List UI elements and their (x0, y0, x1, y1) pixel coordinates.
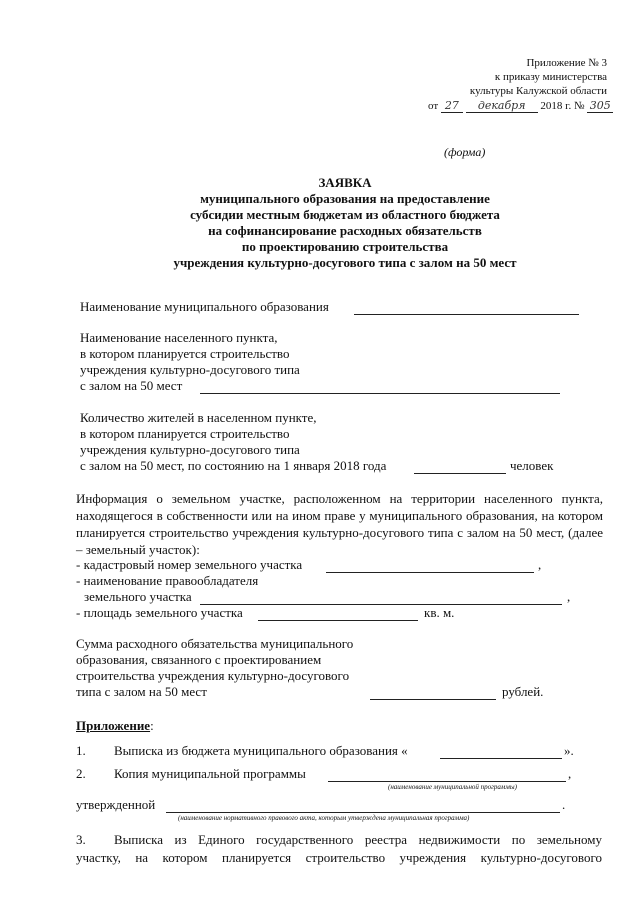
item-3-text-line-2: участку, на котором планируется строительство учреждения культурно-досугового (76, 850, 602, 865)
title-line-2: субсидии местным бюджетам из областного бюджета (190, 207, 500, 222)
owner-comma: , (567, 589, 571, 604)
title-line-3: на софинансирование расходных обязательств (208, 223, 482, 238)
area-field[interactable] (258, 620, 418, 621)
item-2-number: 2. (76, 766, 86, 781)
owner-label-1: - наименование правообладателя (76, 573, 259, 588)
cadastral-comma: , (538, 557, 542, 572)
settlement-label-3: учреждения культурно-досугового типа (80, 362, 300, 377)
appendix-number: Приложение № 3 (526, 57, 607, 69)
residents-field[interactable] (414, 473, 506, 474)
title-line-4: по проектированию строительства (241, 239, 449, 254)
ministry-name: культуры Калужской области (469, 85, 607, 97)
approved-end-dot: . (562, 797, 566, 812)
expense-label-4: типа с залом на 50 мест (76, 684, 207, 699)
title-line-1: муниципального образования на предоставление (200, 191, 490, 206)
date-prefix: от (428, 100, 439, 112)
appendix-heading-row (76, 718, 154, 734)
owner-field[interactable] (200, 604, 562, 605)
residents-label-3: учреждения культурно-досугового типа (80, 442, 300, 457)
order-reference: к приказу министерства (494, 71, 607, 83)
item-1-field[interactable] (440, 758, 562, 759)
residents-unit: человек (510, 458, 554, 473)
appendix-colon: : (150, 718, 154, 733)
owner-label-2: земельного участка (84, 589, 192, 604)
settlement-label-1: Наименование населенного пункта, (80, 330, 278, 345)
item-1-end: ». (564, 743, 574, 758)
residents-label-2: в котором планируется строительство (80, 426, 290, 441)
item-1-number: 1. (76, 743, 86, 758)
approved-label: утвержденной (76, 797, 156, 812)
date-day: 27 (441, 99, 463, 113)
item-3-text-line-1: Выписка из Единого государственного реестра недвижимости по земельному (114, 832, 602, 847)
residents-label-4: с залом на 50 мест, по состоянию на 1 января 2018 года (80, 458, 387, 473)
appendix-heading: Приложение (76, 718, 151, 733)
residents-label-1: Количество жителей в населенном пункте, (80, 410, 317, 425)
area-unit: кв. м. (424, 605, 455, 620)
municipality-name-field[interactable] (354, 314, 579, 315)
date-year: 2018 г. № (540, 100, 585, 112)
municipality-name-label: Наименование муниципального образования (80, 299, 329, 314)
date-line (428, 99, 613, 113)
cadastral-field[interactable] (326, 572, 534, 573)
expense-label-1: Сумма расходного обязательства муниципального (76, 636, 354, 651)
expense-unit: рублей. (502, 684, 544, 699)
settlement-label-2: в котором планируется строительство (80, 346, 290, 361)
area-label: - площадь земельного участка (76, 605, 243, 620)
settlement-label-4: с залом на 50 мест (80, 378, 183, 393)
form-label: (форма) (444, 145, 486, 159)
item-2-field[interactable] (328, 781, 566, 782)
land-info-paragraph: Информация о земельном участке, расположенном на территории населенного пункта, находящегося в собственности или на ином праве у муниципального образования, на котором планируется строительство учреждения культурно-досугового типа с залом на 50 мест, (далее – земельный участок): (76, 491, 603, 557)
item-1-text: Выписка из бюджета муниципального образования « (114, 743, 408, 758)
expense-field[interactable] (370, 699, 496, 700)
approved-caption: (наименование нормативного правового акта, которым утверждена муниципальная программа) (178, 814, 470, 822)
date-month: декабря (466, 99, 538, 113)
doc-title: ЗАЯВКА (318, 175, 372, 190)
item-2-caption: (наименование муниципальной программы) (388, 783, 517, 791)
item-2-text: Копия муниципальной программы (114, 766, 306, 781)
cadastral-label: - кадастровый номер земельного участка (76, 557, 303, 572)
doc-number: 305 (587, 99, 613, 113)
approved-field[interactable] (166, 812, 560, 813)
settlement-field[interactable] (200, 393, 560, 394)
expense-label-2: образования, связанного с проектированием (76, 652, 322, 667)
expense-label-3: строительства учреждения культурно-досугового (76, 668, 350, 683)
title-line-5: учреждения культурно-досугового типа с залом на 50 мест (173, 255, 517, 270)
item-2-comma: , (568, 766, 572, 781)
item-3-number: 3. (76, 832, 86, 847)
